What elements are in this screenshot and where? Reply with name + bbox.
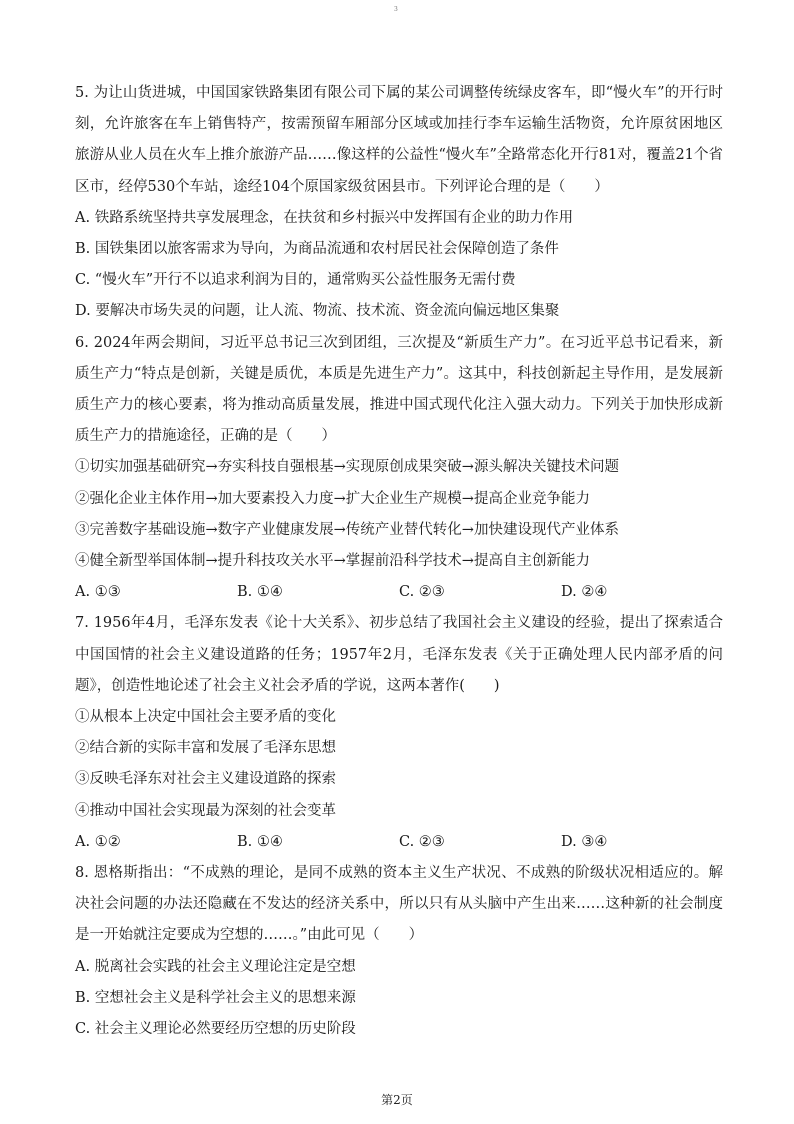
question-6-item-3: ③完善数字基础设施→数字产业健康发展→传统产业替代转化→加快建设现代产业体系 [75, 521, 619, 538]
question-6-options [75, 577, 723, 608]
question-7-item-1: ①从根本上决定中国社会主要矛盾的变化 [75, 709, 336, 726]
question-8-stem: 8. 恩格斯指出：“不成熟的理论，是同不成熟的资本主义生产状况、不成熟的阶级状况相适应的。解决社会问题的办法还隐藏在不发达的经济关系中，所以只有从头脑中产生出来……这种新的社会制度是一开始就注定要成为空想的……。”由此可见（ ） [75, 865, 723, 944]
question-6-option-c: C. ②③ [399, 584, 445, 601]
question-8-option-a: A. 脱离社会实践的社会主义理论注定是空想 [75, 958, 356, 975]
question-5-option-d: D. 要解决市场失灵的问题，让人流、物流、技术流、资金流向偏远地区集聚 [75, 303, 560, 320]
question-5-stem: 5. 为让山货进城，中国国家铁路集团有限公司下属的某公司调整传统绿皮客车，即“慢火车”的开行时刻，允许旅客在车上销售特产，按需预留车厢部分区域或加挂行李车运输生活物资，允许原贫困地区旅游从业人员在火车上推介旅游产品……像这样的公益性“慢火车”全路常态化开行81对，覆盖21个省区市，经停530个车站，途经104个原国家级贫困县市。下列评论合理的是（ ） [75, 85, 723, 195]
header-mark: 3 [394, 6, 398, 13]
question-6-item-2: ②强化企业主体作用→加大要素投入力度→扩大企业生产规模→提高企业竞争能力 [75, 490, 590, 507]
question-6-item-1: ①切实加强基础研究→夯实科技自强根基→实现原创成果突破→源头解决关键技术问题 [75, 459, 619, 476]
question-6-stem: 6. 2024年两会期间，习近平总书记三次到团组，三次提及“新质生产力”。在习近平总书记看来，新质生产力“特点是创新，关键是质优，本质是先进生产力”。这其中，科技创新起主导作用，是发展新质生产力的核心要素，将为推动高质量发展，推进中国式现代化注入强大动力。下列关于加快形成新质生产力的措施途径，正确的是（ ） [75, 334, 723, 445]
question-8-option-c: C. 社会主义理论必然要经历空想的历史阶段 [75, 1021, 356, 1038]
question-6-option-a: A. ①③ [75, 584, 121, 601]
question-7-option-d: D. ③④ [561, 833, 608, 850]
page-number: 第2页 [381, 1093, 413, 1107]
question-6-option-b: B. ①④ [237, 584, 283, 601]
question-8-option-b: B. 空想社会主义是科学社会主义的思想来源 [75, 989, 356, 1006]
question-7-item-4: ④推动中国社会实现最为深刻的社会变革 [75, 802, 336, 819]
question-7-option-b: B. ①④ [237, 833, 283, 850]
question-7-option-a: A. ①② [75, 833, 121, 850]
question-5-option-c: C. “慢火车”开行不以追求利润为目的，通常购买公益性服务无需付费 [75, 272, 516, 289]
question-7-item-2: ②结合新的实际丰富和发展了毛泽东思想 [75, 740, 336, 757]
question-5-option-b: B. 国铁集团以旅客需求为导向，为商品流通和农村居民社会保障创造了条件 [75, 241, 559, 258]
question-6-option-d: D. ②④ [561, 584, 608, 601]
question-5-option-a: A. 铁路系统坚持共享发展理念，在扶贫和乡村振兴中发挥国有企业的助力作用 [75, 209, 574, 226]
question-7-options [75, 827, 723, 858]
question-7-stem: 7. 1956年4月，毛泽东发表《论十大关系》、初步总结了我国社会主义建设的经验，提出了探索适合中国国情的社会主义建设道路的任务；1957年2月，毛泽东发表《关于正确处理人民内部矛盾的问题》，创造性地论述了社会主义社会矛盾的学说，这两本著作( ) [75, 615, 723, 694]
question-7-option-c: C. ②③ [399, 833, 445, 850]
question-7-item-3: ③反映毛泽东对社会主义建设道路的探索 [75, 771, 336, 788]
page-content [75, 78, 723, 1045]
question-6-item-4: ④健全新型举国体制→提升科技攻关水平→掌握前沿科学技术→提高自主创新能力 [75, 553, 590, 570]
